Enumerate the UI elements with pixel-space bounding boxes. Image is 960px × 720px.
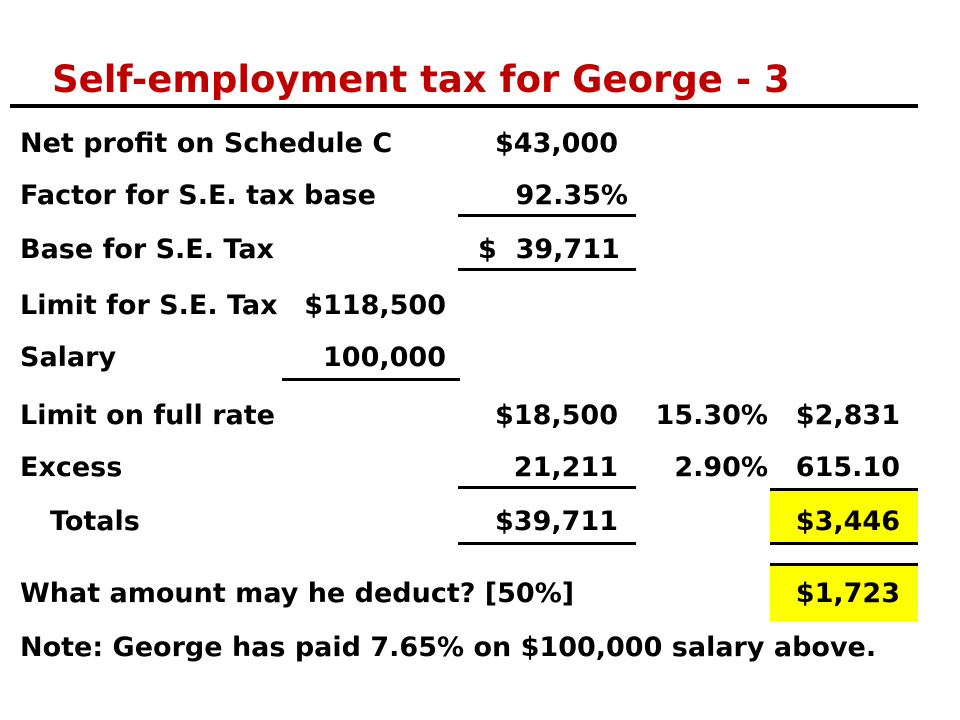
factor-amount: 92.35% [515,180,628,211]
totals-amount: $39,711 [495,506,618,537]
base-underline [458,268,636,271]
full-rate-label: Limit on full rate [20,400,275,431]
excess-amount-underline [458,486,636,489]
totals-tax: $3,446 [795,506,900,537]
note-text: Note: George has paid 7.65% on $100,000 salary above. [20,632,877,663]
excess-label: Excess [20,452,123,483]
full-rate-amount: $18,500 [495,400,618,431]
base-label: Base for S.E. Tax [20,234,274,265]
net-profit-amount: $43,000 [495,128,618,159]
limit-amount: $118,500 [304,290,446,321]
salary-amount: 100,000 [323,342,446,373]
net-profit-label: Net profit on Schedule C [20,128,393,159]
salary-underline [282,378,460,381]
factor-underline [458,214,636,217]
slide-title: Self-employment tax for George - 3 [52,58,790,101]
full-rate-rate: 15.30% [655,400,768,431]
totals-amount-underline [458,542,636,545]
limit-label: Limit for S.E. Tax [20,290,278,321]
full-rate-tax: $2,831 [795,400,900,431]
factor-label: Factor for S.E. tax base [20,180,376,211]
base-amount: $ 39,711 [478,234,620,265]
deduct-amount: $1,723 [795,578,900,609]
title-underline [10,104,918,108]
deduct-label: What amount may he deduct? [50%] [20,578,575,609]
excess-amount: 21,211 [513,452,618,483]
totals-tax-underline [770,542,918,545]
excess-tax: 615.10 [795,452,900,483]
excess-rate: 2.90% [674,452,768,483]
totals-label: Totals [50,506,140,537]
salary-label: Salary [20,342,117,373]
